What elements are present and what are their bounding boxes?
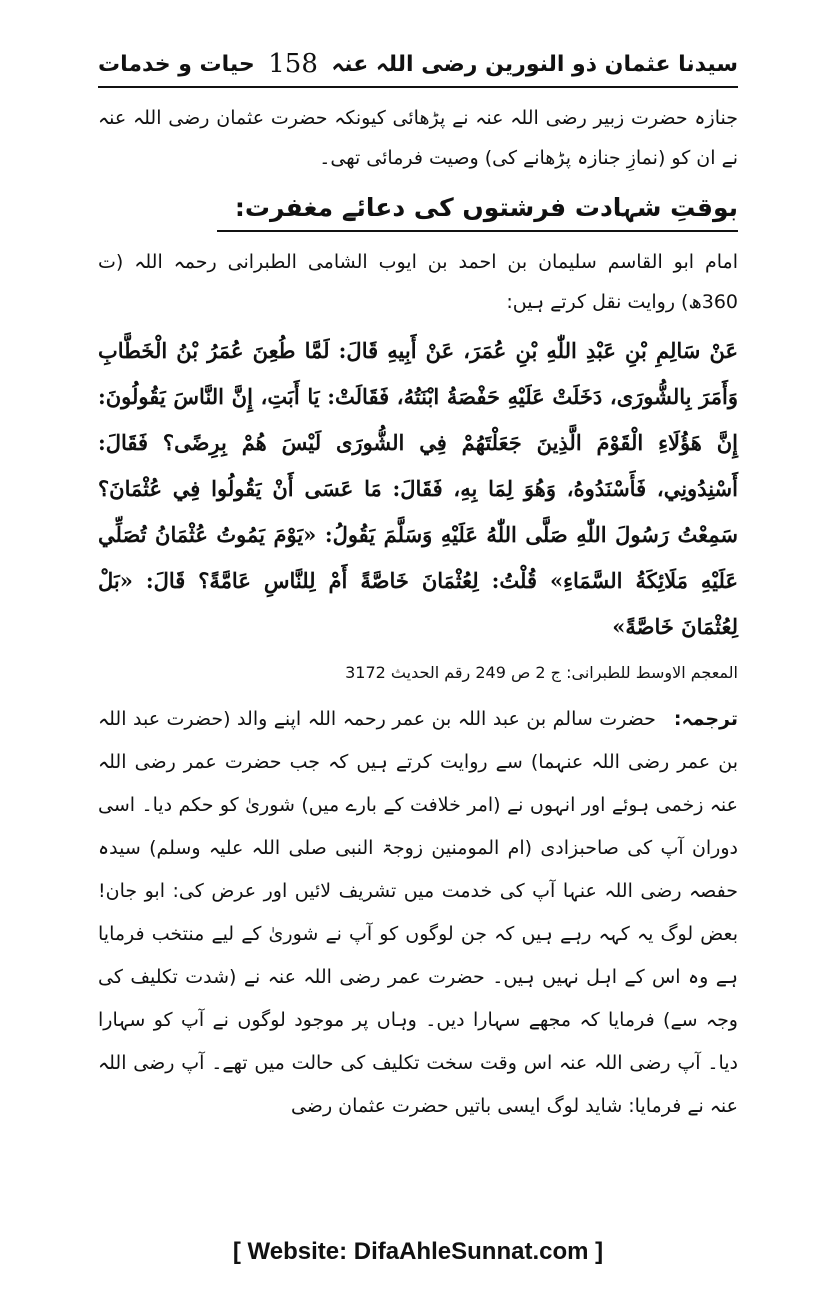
translation-paragraph [98,698,738,1128]
page-header [98,44,738,84]
header-divider [98,86,738,88]
translation-label: ترجمہ: [673,708,738,730]
narrator-line: امام ابو القاسم سلیمان بن احمد بن ایوب الشامی الطبرانی رحمہ اللہ (ت 360ھ) روایت نقل کرتے ہیں: [98,251,738,313]
translation-text: حضرت سالم بن عبد اللہ بن عمر رحمہ اللہ اپنے والد (حضرت عبد اللہ بن عمر رضی اللہ عنہما) سے روایت کرتے ہیں کہ جب حضرت عمر رضی اللہ عنہ زخمی ہوئے اور انہوں نے (امر خلافت کے بارے میں) شوریٰ کو حکم دیا۔ اسی دوران آپ کی صاحبزادی (ام المومنین زوجۃ النبی صلی اللہ علیہ وسلم) سیدہ حفصہ رضی اللہ عنہا آپ کی خدمت میں تشریف لائیں اور عرض کی: ابو جان! بعض لوگ یہ کہہ رہے ہیں کہ جن لوگوں کو آپ نے شوریٰ کے لیے منتخب فرمایا ہے وہ اس کے اہل نہیں ہیں۔ حضرت عمر رضی اللہ عنہ نے (شدت تکلیف کی وجہ سے) فرمایا کہ مجھے سہارا دیں۔ وہاں پر موجود لوگوں نے آپ کو سہارا دیا۔ آپ رضی اللہ عنہ اس وقت سخت تکلیف کی حالت میں تھے۔ آپ رضی اللہ عنہ نے فرمایا: شاید لوگ ایسی باتیں حضرت عثمان رضی [98,708,738,1117]
section-heading: بوقتِ شہادت فرشتوں کی دعائے مغفرت: [217,186,738,232]
arabic-hadith-text: عَنْ سَالِمِ بْنِ عَبْدِ اللّٰهِ بْنِ عُمَرَ، عَنْ أَبِيهِ قَالَ: لَمَّا طُعِنَ عُمَرُ بْنُ الْخَطَّابِ وَأَمَرَ بِالشُّورَى، دَخَلَتْ عَلَيْهِ حَفْصَةُ ابْنَتُهُ، فَقَالَتْ: يَا أَبَتِ، إِنَّ النَّاسَ يَقُولُونَ: إِنَّ هَؤُلَاءِ الْقَوْمَ الَّذِينَ جَعَلْتَهُمْ فِي الشُّورَى لَيْسَ هُمْ بِرِضًى؟ فَقَالَ: أَسْنِدُونِي، فَأَسْنَدُوهُ، وَهُوَ لِمَا بِهِ، فَقَالَ: مَا عَسَى أَنْ يَقُولُوا فِي عُثْمَانَ؟ سَمِعْتُ رَسُولَ اللّٰهِ صَلَّى اللّٰهُ عَلَيْهِ وَسَلَّمَ يَقُولُ: «يَوْمَ يَمُوتُ عُثْمَانُ تُصَلِّي عَلَيْهِ مَلَائِكَةُ السَّمَاءِ» قُلْتُ: لِعُثْمَانَ خَاصَّةً أَمْ لِلنَّاسِ عَامَّةً؟ قَالَ: «بَلْ لِعُثْمَانَ خَاصَّةً» [98,338,738,639]
header-section-title: حیات و خدمات [98,51,255,77]
website-footer: [ Website: DifaAhleSunnat.com ] [232,1238,604,1265]
header-book-title: سیدنا عثمان ذو النورین رضی اللہ عنہ [331,51,738,77]
intro-paragraph: جنازہ حضرت زبیر رضی اللہ عنہ نے پڑھائی کیونکہ حضرت عثمان رضی اللہ عنہ نے ان کو (نمازِ جنازہ پڑھانے کی) وصیت فرمائی تھی۔ [98,107,738,169]
section-heading-wrap [98,186,738,232]
hadith-reference: المعجم الاوسط للطبرانی: ج 2 ص 249 رقم الحدیث 3172 [345,663,738,682]
page-body [98,98,738,1128]
page-number: 158 [268,49,318,79]
